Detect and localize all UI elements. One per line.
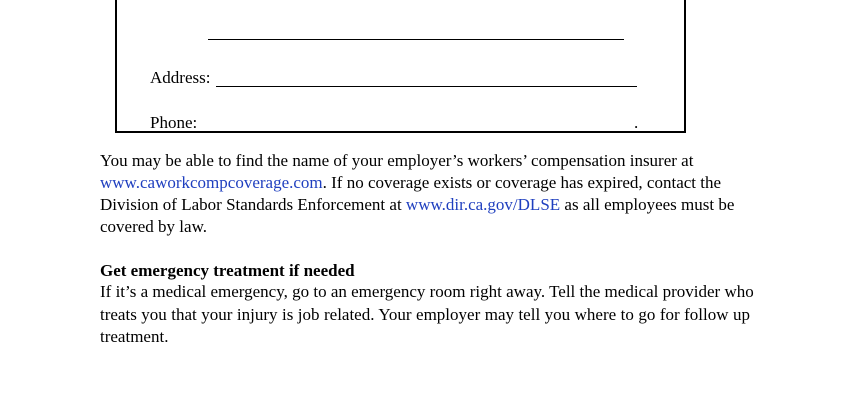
address-label: Address: bbox=[150, 68, 211, 87]
phone-blank[interactable] bbox=[203, 131, 633, 132]
insurer-info-box bbox=[115, 0, 686, 133]
emergency-heading: Get emergency treatment if needed bbox=[100, 261, 355, 280]
insurer-text-3a: Division of Labor Standards Enforcement at bbox=[100, 195, 406, 214]
insurer-name-blank[interactable] bbox=[208, 39, 624, 40]
insurer-text-1: You may be able to find the name of your employer’s workers’ compensation insurer at bbox=[100, 151, 694, 170]
address-blank[interactable] bbox=[216, 86, 637, 87]
emergency-text-line-1: If it’s a medical emergency, go to an emergency room right away. Tell the medical provider who bbox=[100, 282, 754, 301]
insurer-paragraph-line-4 bbox=[100, 216, 207, 239]
emergency-text-line-3: treatment. bbox=[100, 327, 169, 346]
dlse-link[interactable]: www.dir.ca.gov/DLSE bbox=[405, 195, 561, 214]
insurer-paragraph-line-1 bbox=[100, 150, 693, 173]
emergency-text-line-2: treats you that your injury is job related. Your employer may tell you where to go for follow up bbox=[100, 305, 750, 324]
insurer-text-4: covered by law. bbox=[100, 217, 207, 236]
phone-period: . bbox=[634, 113, 639, 132]
caworkcompcoverage-link[interactable]: www.caworkcompcoverage.com bbox=[100, 173, 323, 192]
insurer-paragraph-line-3 bbox=[100, 194, 734, 217]
insurer-paragraph-line-2 bbox=[100, 172, 721, 195]
insurer-text-2: . If no coverage exists or coverage has expired, contact the bbox=[322, 173, 722, 192]
insurer-text-3b: as all employees must be bbox=[560, 195, 735, 214]
phone-label: Phone: bbox=[150, 113, 198, 132]
